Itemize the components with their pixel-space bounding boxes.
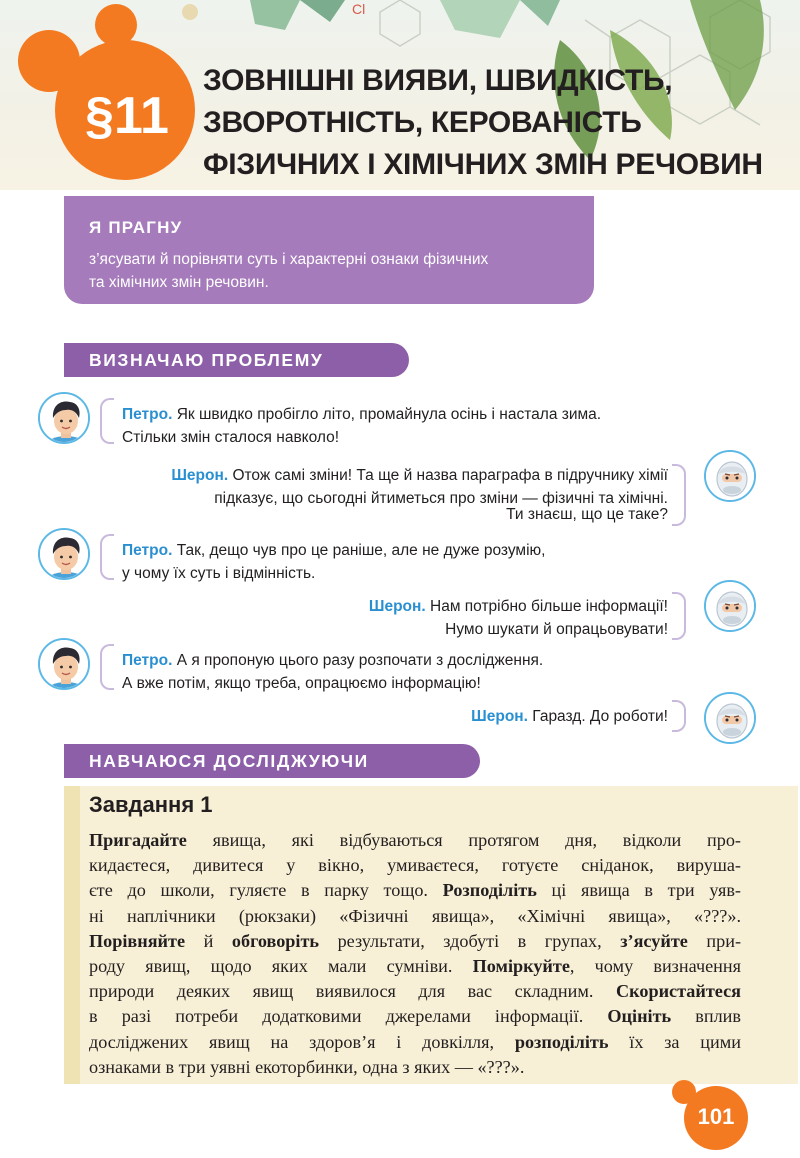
dialogue-line: Нумо шукати й опрацьовувати! [445, 621, 668, 638]
title-line-1: ЗОВНІШНІ ВИЯВИ, ШВИДКІСТЬ, [203, 64, 673, 97]
petro-avatar [38, 638, 90, 690]
task-text-segment: досліджених явищ на здоров’я і довкілля, [89, 1031, 515, 1052]
task-keyword: обговоріть [231, 930, 320, 951]
sharon-avatar [704, 692, 756, 744]
task-text-line [89, 929, 741, 954]
task-text-segment: ознаками в три уявні екоторбинки, одна з яких — «???». [89, 1056, 525, 1077]
task-text-segment: роду явищ, щодо яких мали сумніви. [89, 956, 473, 977]
petro-avatar [38, 528, 90, 580]
task-keyword: Порівняйте [89, 930, 186, 951]
task-text-segment: природи деяких явищ виявилося для вас складним. [89, 981, 616, 1002]
task-text-line [89, 853, 741, 878]
task-keyword: Пригадайте [89, 830, 187, 850]
task-text-segment: єте до школи, гуляєте в парку тощо. [89, 880, 443, 901]
task-text-segment: кидаєтеся, дивитеся у вікно, умиваєтеся, готуєте сніданок, вируша- [89, 855, 741, 876]
dialogue-line: у чому їх суть і відмінність. [122, 565, 316, 582]
goal-text [89, 248, 569, 294]
task-title: Завдання 1 [89, 792, 213, 817]
title-line-3: ФІЗИЧНИХ І ХІМІЧНИХ ЗМІН РЕЧОВИН [203, 148, 763, 181]
dialogue-line: А вже потім, якщо треба, опрацюємо інформацію! [122, 675, 481, 692]
svg-text:Cl: Cl [352, 1, 366, 17]
task-text-line [89, 1055, 741, 1080]
speaker-name: Шерон. [471, 708, 528, 725]
task-text-segment: їх за цими [608, 1031, 741, 1052]
task-stripe [64, 786, 80, 1084]
task-text-line [89, 904, 741, 929]
task-text-segment: при- [687, 930, 742, 951]
page-number: 101 [697, 1104, 735, 1129]
dialogue-line: Ти знаєш, що це таке? [506, 506, 668, 523]
dialogue-bracket [100, 398, 114, 444]
speaker-name: Шерон. [171, 467, 229, 484]
task-text-segment: результати, здобуті в групах, [319, 930, 621, 951]
task-text [89, 828, 741, 1080]
dialogue-bracket [672, 592, 686, 640]
section-ribbon-research: НАВЧАЮСЯ ДОСЛІДЖУЮЧИ [64, 744, 480, 778]
title-line-2: ЗВОРОТНІСТЬ, КЕРОВАНІСТЬ [203, 106, 642, 139]
sharon-avatar [704, 450, 756, 502]
dialogue-line: Шерон. Гаразд. До роботи! [471, 708, 668, 725]
task-keyword: Оцініть [607, 1006, 672, 1027]
task-text-line [89, 954, 741, 979]
task-keyword: Скористайтеся [615, 981, 741, 1002]
dialogue-line: Стільки змін сталося навколо! [122, 429, 340, 446]
task-keyword: Розподіліть [442, 880, 537, 901]
section-ribbon-problem: ВИЗНАЧАЮ ПРОБЛЕМУ [64, 343, 409, 377]
paragraph-number: §11 [85, 87, 169, 145]
task-text-line [89, 979, 741, 1004]
task-keyword: Поміркуйте [472, 956, 570, 977]
task-text-segment: , чому визначення [569, 956, 741, 977]
dialogue-line: Петро. Як швидко пробігло літо, промайнула осінь і настала зима. [122, 406, 602, 423]
dialogue-line: Шерон. Нам потрібно більше інформації! [368, 598, 668, 615]
dialogue-line: Петро. Так, дещо чув про це раніше, але не дуже розумію, [122, 542, 546, 559]
goal-text-line: з’ясувати й порівняти суть і характерні ознаки фізичних [89, 251, 489, 268]
dialogue-line: Шерон. Отож самі зміни! Та ще й назва параграфа в підручнику хімії [171, 467, 668, 484]
speaker-name: Петро. [122, 406, 173, 423]
speaker-name: Петро. [122, 652, 173, 669]
task-text-segment: ці явища в три уяв- [536, 880, 741, 901]
boy-face-icon [40, 394, 90, 444]
robot-face-icon [706, 452, 756, 502]
page-title [203, 60, 793, 186]
task-text-segment: вплив [671, 1006, 741, 1027]
task-text-line [89, 878, 741, 903]
task-text-segment: в разі потреби додатковими джерелами інформації. [89, 1006, 608, 1027]
task-text-segment: явища, які відбуваються протягом дня, відколи про- [186, 830, 741, 850]
dialogue-bracket [672, 700, 686, 732]
goal-text-line: та хімічних змін речовин. [89, 274, 269, 291]
boy-face-icon [40, 640, 90, 690]
goal-box [64, 196, 594, 304]
dialogue-line: підказує, що сьогодні йтиметься про зміни — фізичні та хімічні. [214, 490, 668, 507]
dialogue-bracket [100, 644, 114, 690]
task-text-segment: й [185, 930, 232, 951]
task-text-line [89, 1004, 741, 1029]
robot-face-icon [706, 582, 756, 632]
speaker-name: Петро. [122, 542, 173, 559]
dialogue-line: Петро. А я пропоную цього разу розпочати з дослідження. [122, 652, 544, 669]
task-keyword: розподіліть [514, 1031, 609, 1052]
boy-face-icon [40, 530, 90, 580]
speaker-name: Шерон. [368, 598, 426, 615]
petro-avatar [38, 392, 90, 444]
goal-title: Я ПРАГНУ [89, 218, 183, 237]
dialogue-bracket [672, 464, 686, 526]
task-text-line [89, 828, 741, 853]
task-text-segment: ні наплічники (рюкзаки) «Фізичні явища», «Хімічні явища», «???». [89, 905, 741, 926]
task-keyword: з’ясуйте [620, 930, 688, 951]
task-text-line [89, 1030, 741, 1055]
dialogue-bracket [100, 534, 114, 580]
sharon-avatar [704, 580, 756, 632]
robot-face-icon [706, 694, 756, 744]
